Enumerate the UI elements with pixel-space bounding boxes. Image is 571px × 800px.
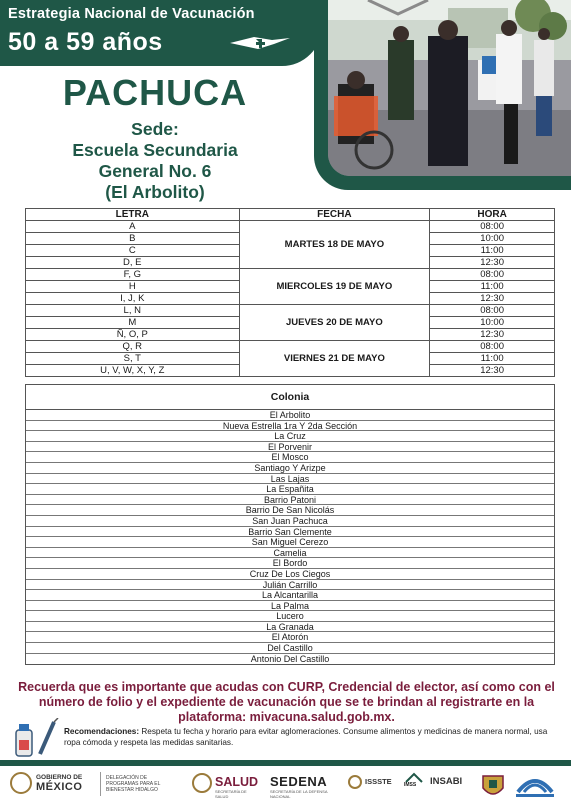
column-header-time: HORA	[430, 209, 555, 221]
vaccine-syringe-icon	[12, 718, 60, 758]
photo-frame	[314, 0, 571, 190]
colonia-item: Cruz De Los Ciegos	[26, 569, 554, 580]
letter-cell: H	[26, 281, 240, 293]
colonia-item: Barrio Patoni	[26, 495, 554, 506]
venue-line: Escuela Secundaria	[72, 140, 238, 160]
recommendations-block	[12, 716, 560, 760]
bienestar-delegation-logo: DELEGACIÓN DE PROGRAMAS PARA EL BIENESTAR HIDALGO	[100, 772, 180, 796]
letter-cell: A	[26, 221, 240, 233]
venue-line: General No. 6	[98, 161, 212, 181]
sedena-logo	[270, 772, 338, 799]
issste-label: ISSSTE	[365, 777, 392, 786]
schedule-header-row	[26, 209, 555, 221]
colonia-item: San Juan Pachuca	[26, 516, 554, 527]
colonia-item: Nueva Estrella 1ra Y 2da Sección	[26, 421, 554, 432]
schedule-row	[26, 269, 555, 281]
colonia-item: Barrio De San Nicolás	[26, 505, 554, 516]
vaccination-site-photo	[328, 0, 571, 176]
recommendations-text	[64, 726, 560, 748]
colonia-item: El Bordo	[26, 558, 554, 569]
venue-line: (El Arbolito)	[105, 182, 205, 202]
colonia-item: La Granada	[26, 622, 554, 633]
letter-cell: C	[26, 245, 240, 257]
time-cell: 11:00	[430, 281, 555, 293]
colonia-item: La Alcantarilla	[26, 590, 554, 601]
time-cell: 11:00	[430, 353, 555, 365]
colonia-item: Antonio Del Castillo	[250, 653, 330, 664]
letter-cell: B	[26, 233, 240, 245]
schedule-row	[26, 341, 555, 353]
letter-cell: Ñ, O, P	[26, 329, 240, 341]
colonia-item: Camelia	[26, 548, 554, 559]
campaign-banner	[0, 0, 322, 66]
time-cell: 12:30	[430, 329, 555, 341]
imss-logo	[402, 772, 426, 796]
colonia-item: Santiago Y Arizpe	[26, 463, 554, 474]
colonia-item: San Miguel Cerezo	[26, 537, 554, 548]
letter-cell: M	[26, 317, 240, 329]
colonia-item: Lucero	[26, 611, 554, 622]
colonia-item: El Arbolito	[26, 410, 554, 421]
time-cell: 12:30	[430, 293, 555, 305]
letter-cell: S, T	[26, 353, 240, 365]
servicios-salud-hidalgo-icon	[512, 772, 558, 800]
colonia-item: El Mosco	[26, 452, 554, 463]
date-cell: MIERCOLES 19 DE MAYO	[239, 269, 430, 305]
letter-cell: I, J, K	[26, 293, 240, 305]
salud-subtitle: SECRETARÍA DE SALUD	[215, 789, 247, 799]
date-cell: JUEVES 20 DE MAYO	[239, 305, 430, 341]
colonia-item: El Atorón	[26, 632, 554, 643]
letter-cell: L, N	[26, 305, 240, 317]
date-cell: VIERNES 21 DE MAYO	[239, 341, 430, 377]
time-cell: 11:00	[430, 245, 555, 257]
colonia-item: La Españita	[26, 484, 554, 495]
letter-cell: D, E	[26, 257, 240, 269]
time-cell: 10:00	[430, 233, 555, 245]
column-header-letter: LETRA	[26, 209, 240, 221]
colonia-item: La Palma	[26, 601, 554, 612]
imss-label: IMSS	[404, 782, 417, 788]
schedule-row	[26, 221, 555, 233]
sedena-label: SEDENA	[270, 774, 328, 789]
campaign-title: Estrategia Nacional de Vacunación	[8, 6, 255, 22]
venue-label: Sede:	[131, 119, 179, 139]
age-group: 50 a 59 años	[8, 28, 163, 56]
time-cell: 08:00	[430, 269, 555, 281]
date-cell: MARTES 18 DE MAYO	[239, 221, 430, 269]
city-title: PACHUCA	[62, 72, 248, 113]
colonia-item: Las Lajas	[26, 474, 554, 485]
sedena-subtitle: SECRETARÍA DE LA DEFENSA NACIONAL	[270, 789, 328, 799]
colonia-item: Julián Carrillo	[26, 580, 554, 591]
schedule-table	[25, 208, 555, 377]
salud-logo	[192, 772, 260, 799]
letter-cell: U, V, W, X, Y, Z	[26, 365, 240, 377]
insabi-label: INSABI	[430, 776, 463, 787]
colonia-table	[25, 384, 555, 665]
issste-logo	[348, 772, 396, 796]
time-cell: 10:00	[430, 317, 555, 329]
gobierno-mexico-logo	[10, 772, 94, 796]
colonia-item: El Porvenir	[26, 442, 554, 453]
eagle-seal-icon	[192, 773, 212, 793]
time-cell: 12:30	[430, 257, 555, 269]
time-cell: 08:00	[430, 221, 555, 233]
colonia-header: Colonia	[26, 385, 554, 410]
letter-cell: Q, R	[26, 341, 240, 353]
colonia-item: Barrio San Clemente	[26, 527, 554, 538]
mexico-label: MÉXICO	[36, 781, 83, 793]
letter-cell: F, G	[26, 269, 240, 281]
colonia-item: La Cruz	[26, 431, 554, 442]
reminder-text: Recuerda que es importante que acudas con CURP, Credencial de elector, así como con el número de folio y el expediente de vacunación que se te brindan al registrarte en la plataforma: mivacuna.salud.gob.mx.	[18, 680, 555, 724]
time-cell: 08:00	[430, 341, 555, 353]
recommendations-body: Respeta tu fecha y horario para evitar aglomeraciones. Consume alimentos y medicinas de manera normal, usa ropa cómoda y respeta las medidas sanitarias.	[64, 727, 548, 747]
eagle-seal-icon	[10, 772, 32, 794]
colonia-item: Del Castillo	[26, 643, 554, 654]
issste-emblem-icon	[348, 775, 362, 789]
footer-logos	[0, 766, 571, 800]
column-header-date: FECHA	[239, 209, 430, 221]
insabi-logo	[430, 772, 472, 796]
schedule-body	[26, 221, 555, 377]
schedule-row	[26, 305, 555, 317]
recommendations-label: Recomendaciones:	[64, 727, 140, 736]
time-cell: 12:30	[430, 365, 555, 377]
salud-label: SALUD	[215, 775, 259, 789]
time-cell: 08:00	[430, 305, 555, 317]
colonia-list	[26, 410, 554, 664]
gobierno-label: GOBIERNO DE	[36, 774, 83, 781]
hidalgo-state-emblem-icon	[480, 772, 506, 800]
vaccination-wing-icon	[228, 35, 292, 51]
venue-block	[0, 119, 310, 203]
